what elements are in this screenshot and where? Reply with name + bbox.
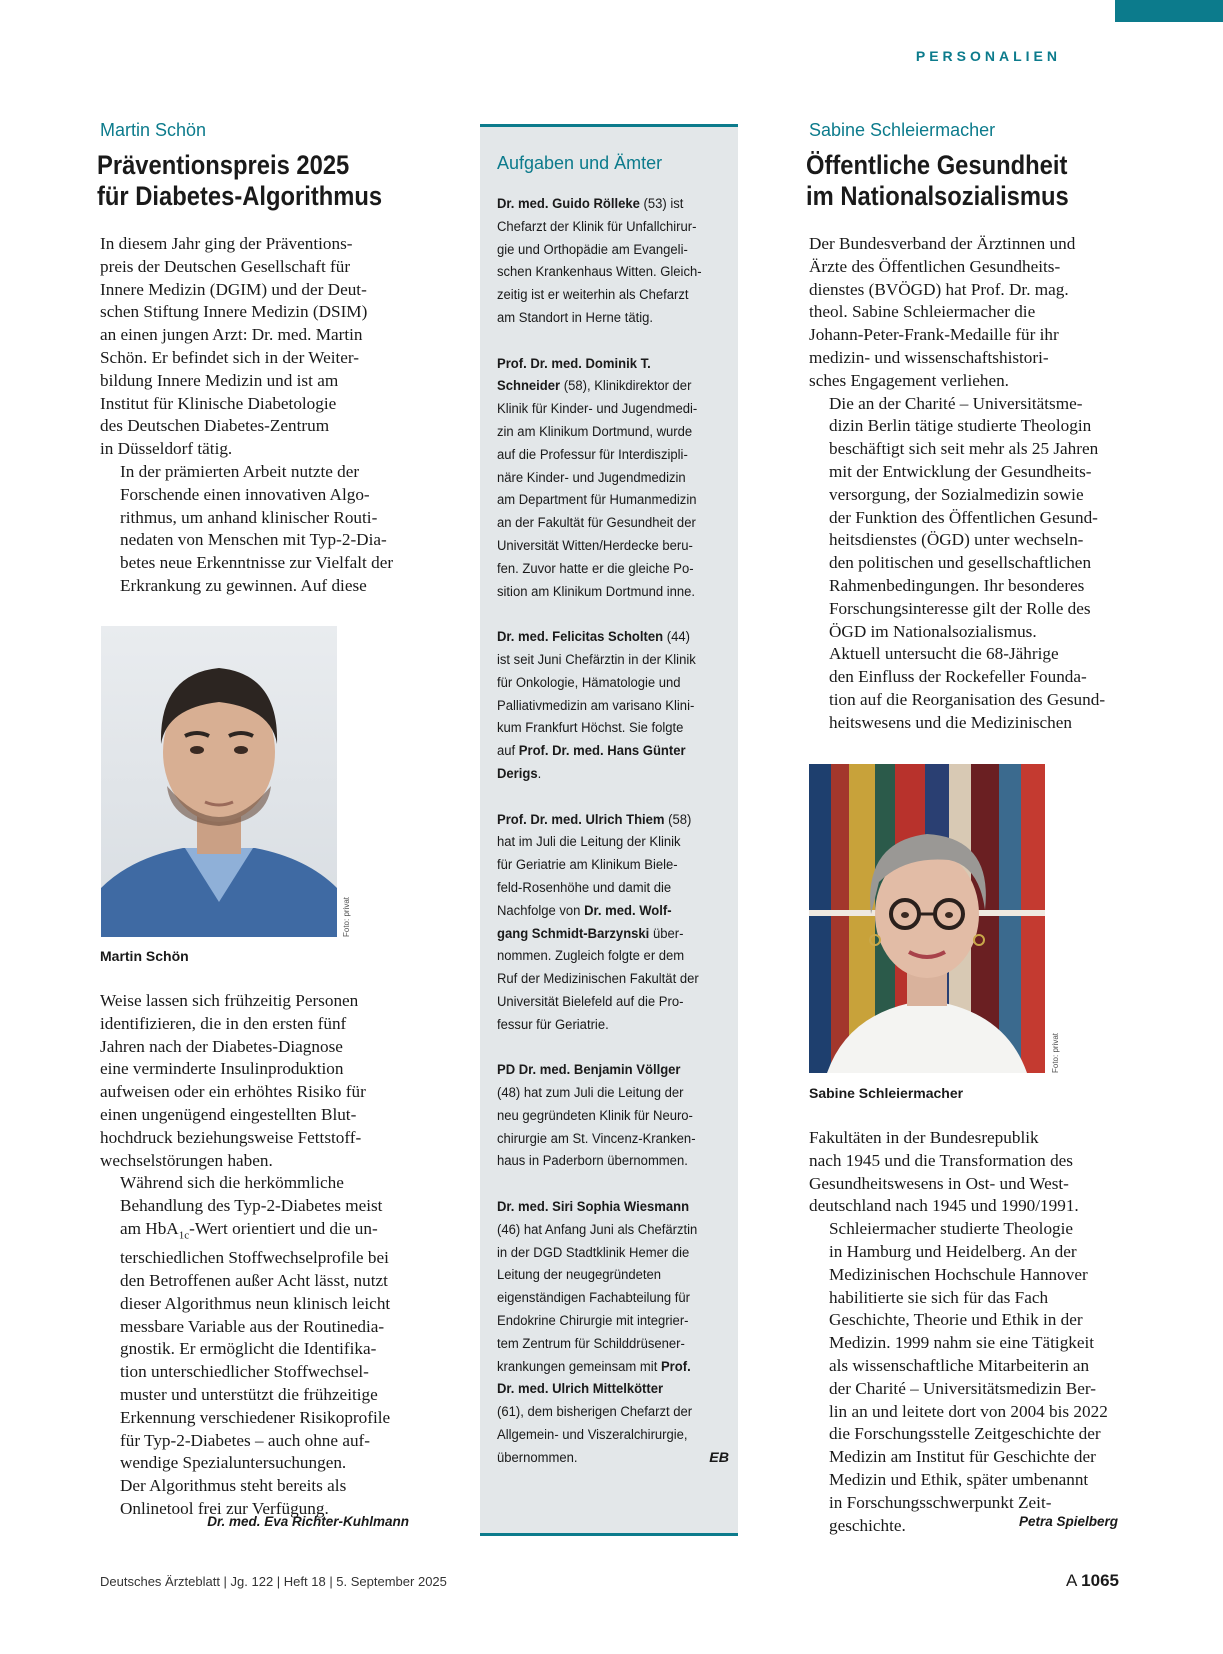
text-line: preis der Deutschen Gesellschaft für xyxy=(100,256,351,276)
appointment-text: haus in Paderborn übernommen. xyxy=(497,1153,688,1170)
appointment-text: gie und Orthopädie am Evangeli- xyxy=(497,241,688,258)
portrait-man-image xyxy=(101,626,337,937)
appointment-line xyxy=(497,261,710,284)
person-name: Prof. xyxy=(660,1358,691,1375)
text-line: Rahmenbedingungen. Ihr besonderes xyxy=(829,575,1085,595)
appointment-line xyxy=(497,558,710,581)
appointment-text: für Onkologie, Hämatologie und xyxy=(497,674,681,691)
text-line: heitsdienstes (ÖGD) unter wechseln- xyxy=(829,530,1084,550)
appointment-line xyxy=(497,649,710,672)
text-line: terschiedlichen Stoffwechselprofile bei xyxy=(120,1248,389,1268)
left-para-1 xyxy=(100,233,420,461)
appointment-line xyxy=(497,626,710,649)
appointment-line xyxy=(497,854,710,877)
appointment-text: (53) ist xyxy=(639,196,684,212)
appointments-sidebar xyxy=(480,124,738,1536)
right-headline-line: Öffentliche Gesundheit xyxy=(806,150,1068,180)
appointment-text: Palliativmedizin am varisano Klini- xyxy=(497,697,695,714)
appointment-text: Universität Bielefeld auf die Pro- xyxy=(497,993,684,1010)
person-name: Dr. med. Siri Sophia Wiesmann xyxy=(497,1199,690,1216)
text-line: dienstes (BVÖGD) hat Prof. Dr. mag. xyxy=(809,279,1069,299)
appointment-text: Leitung der neugegründeten xyxy=(497,1267,662,1284)
appointment-text: feld-Rosenhöhe und damit die xyxy=(497,879,672,896)
right-headline-line: im Nationalsozialismus xyxy=(806,181,1069,211)
appointment-line xyxy=(497,239,710,262)
appointment-line xyxy=(497,1082,710,1105)
sabine-schleiermacher-photo xyxy=(809,764,1045,1073)
appointment-line xyxy=(497,1242,710,1265)
appointment-entry xyxy=(497,626,729,786)
text-line: Medizin und Ethik, später umbenannt xyxy=(829,1469,1089,1489)
appointment-line xyxy=(497,1059,710,1082)
left-author: Dr. med. Eva Richter-Kuhlmann xyxy=(207,1514,409,1529)
appointment-line xyxy=(497,695,710,718)
appointment-line xyxy=(497,672,710,695)
portrait-woman-image xyxy=(809,764,1045,1073)
text-line: schen Stiftung Innere Medizin (DSIM) xyxy=(100,302,368,322)
text-line: Schleiermacher studierte Theologie xyxy=(829,1219,1074,1239)
text-line: tion auf die Reorganisation des Gesund- xyxy=(829,689,1106,709)
text-line: nach 1945 und die Transformation des xyxy=(809,1150,1073,1170)
appointment-line xyxy=(497,1287,710,1310)
left-para-4-line: Während sich die herkömmliche xyxy=(120,1173,344,1193)
appointment-text: (46) hat Anfang Juni als Chefärztin xyxy=(497,1221,698,1238)
left-para-2 xyxy=(100,461,420,598)
appointment-text: näre Kinder- und Jugendmedizin xyxy=(497,469,686,486)
appointment-text: Universität Witten/Herdecke beru- xyxy=(497,537,693,554)
text-line: dizin Berlin tätige studierte Theologin xyxy=(829,416,1092,436)
appointment-line xyxy=(497,1105,710,1128)
appointment-text: übernommen. xyxy=(497,1449,578,1466)
appointment-line xyxy=(497,877,710,900)
appointment-text: krankungen gemeinsam mit xyxy=(497,1358,661,1375)
appointment-text: neu gegründeten Klinik für Neuro- xyxy=(497,1107,693,1124)
text-line: als wissenschaftliche Mitarbeiterin an xyxy=(829,1355,1090,1375)
text-line: medizin- und wissenschaftshistori- xyxy=(809,347,1049,367)
appointment-text: (61), dem bisherigen Chefarzt der xyxy=(497,1404,693,1421)
appointment-line xyxy=(497,923,710,946)
person-name: Derigs xyxy=(497,765,538,782)
left-kicker: Martin Schön xyxy=(100,120,207,140)
text-line: Der Algorithmus steht bereits als xyxy=(120,1476,347,1496)
appointment-line xyxy=(497,991,710,1014)
appointment-text: hat im Juli die Leitung der Klinik xyxy=(497,834,681,851)
left-para-4-hba-line xyxy=(100,1218,420,1247)
appointment-line xyxy=(497,284,710,307)
text-line: nedaten von Menschen mit Typ-2-Dia- xyxy=(120,530,387,550)
appointment-line xyxy=(497,307,710,330)
right-photo-credit: Foto: privat xyxy=(1051,1032,1060,1073)
appointment-text: Allgemein- und Viszeralchirurgie, xyxy=(497,1427,688,1444)
appointment-line xyxy=(497,216,710,239)
hba-suffix: -Wert orientiert und die un- xyxy=(189,1218,378,1238)
text-line: der Charité – Universitätsmedizin Ber- xyxy=(829,1378,1096,1398)
appointment-line xyxy=(497,444,710,467)
section-label: PERSONALIEN xyxy=(915,48,1061,64)
text-line: Medizin am Institut für Geschichte der xyxy=(829,1447,1096,1467)
text-line: in Forschungsschwerpunkt Zeit- xyxy=(829,1492,1052,1512)
appointment-text: Ruf der Medizinischen Fakultät der xyxy=(497,971,699,988)
text-line: einen ungenügend eingestellten Blut- xyxy=(100,1104,357,1124)
hba-prefix: am HbA xyxy=(120,1218,179,1238)
text-line: aufweisen oder ein erhöhtes Risiko für xyxy=(100,1082,366,1102)
appointment-entry xyxy=(497,353,729,604)
text-line: deutschland nach 1945 und 1990/1991. xyxy=(809,1196,1079,1216)
appointment-text: ist seit Juni Chefärztin in der Klinik xyxy=(497,651,696,668)
appointment-text: zeitig ist er weiterhin als Chefarzt xyxy=(497,287,689,304)
text-line: Jahren nach der Diabetes-Diagnose xyxy=(100,1036,343,1056)
text-line: geschichte. xyxy=(829,1515,906,1535)
appointment-line xyxy=(497,740,710,763)
text-line: Onlinetool frei zur Verfügung. xyxy=(120,1498,329,1518)
right-author: Petra Spielberg xyxy=(1018,1514,1118,1529)
appointment-text: kum Frankfurt Höchst. Sie folgte xyxy=(497,720,684,737)
text-line: Institut für Klinische Diabetologie xyxy=(100,393,337,413)
text-line: in Hamburg und Heidelberg. An der xyxy=(829,1241,1077,1261)
appointment-text: schen Krankenhaus Witten. Gleich- xyxy=(497,264,702,281)
text-line: Erkennung verschiedener Risikoprofile xyxy=(120,1407,391,1427)
appointment-line xyxy=(497,1447,710,1470)
text-line: Gesundheitswesens in Ost- und West- xyxy=(809,1173,1069,1193)
person-name: Dr. med. Felicitas Scholten xyxy=(497,629,664,646)
appointment-line xyxy=(497,512,710,535)
appointment-line xyxy=(497,1014,710,1037)
text-line: bildung Innere Medizin und ist am xyxy=(100,370,339,390)
appointment-text: an der Fakultät für Gesundheit der xyxy=(497,515,696,532)
text-line: mit der Entwicklung der Gesundheits- xyxy=(829,461,1092,481)
appointment-line xyxy=(497,1401,710,1424)
text-line: Medizin. 1999 nahm sie eine Tätigkeit xyxy=(829,1333,1095,1353)
text-line: Erkrankung zu gewinnen. Auf diese xyxy=(120,575,367,595)
left-para-4-rest xyxy=(100,1247,420,1475)
appointment-line xyxy=(497,535,710,558)
right-kicker: Sabine Schleiermacher xyxy=(809,120,996,140)
appointment-text: Klinik für Kinder- und Jugendmedi- xyxy=(497,401,698,418)
text-line: für Typ-2-Diabetes – auch ohne auf- xyxy=(120,1430,370,1450)
left-para-3 xyxy=(100,990,420,1172)
appointment-text: auf die Professur für Interdiszipli- xyxy=(497,446,688,463)
text-line: die Forschungsstelle Zeitgeschichte der xyxy=(829,1424,1101,1444)
appointment-line xyxy=(497,1378,710,1401)
right-para-3 xyxy=(809,643,1129,734)
person-name: gang Schmidt-Barzynski xyxy=(497,925,650,942)
section-color-tab xyxy=(1115,0,1223,22)
text-line: Aktuell untersucht die 68-Jährige xyxy=(829,644,1059,664)
text-line: heitswesens und die Medizinischen xyxy=(829,712,1072,732)
person-name: Prof. Dr. med. Ulrich Thiem xyxy=(497,811,665,828)
appointment-text: am Department für Humanmedizin xyxy=(497,492,697,509)
appointment-line xyxy=(497,1150,710,1173)
appointment-entry xyxy=(497,193,729,330)
appointment-line xyxy=(497,945,710,968)
text-line: muster und unterstützt die frühzeitige xyxy=(120,1384,378,1404)
left-headline-line: für Diabetes-Algorithmus xyxy=(97,181,383,211)
appointment-line xyxy=(497,809,710,832)
appointment-line xyxy=(497,398,710,421)
text-line: versorgung, der Sozialmedizin sowie xyxy=(829,484,1084,504)
left-body-top xyxy=(100,233,420,598)
appointment-text: . xyxy=(537,765,542,782)
appointment-line xyxy=(497,1264,710,1287)
person-name: Prof. Dr. med. Dominik T. xyxy=(497,355,651,372)
text-line: In der prämierten Arbeit nutzte der xyxy=(120,461,360,481)
appointment-text: über- xyxy=(649,925,684,942)
right-para-2 xyxy=(809,393,1129,644)
appointment-text: eigenständigen Fachabteilung für xyxy=(497,1290,691,1307)
text-line: des Deutschen Diabetes-Zentrum xyxy=(100,416,330,436)
text-line: Medizinischen Hochschule Hannover xyxy=(829,1264,1088,1284)
text-line: Innere Medizin (DGIM) und der Deut- xyxy=(100,279,367,299)
appointment-line xyxy=(497,968,710,991)
page-prefix: A xyxy=(1066,1571,1082,1590)
right-para-4 xyxy=(809,1127,1129,1218)
text-line: theol. Sabine Schleiermacher die xyxy=(809,302,1036,322)
appointment-text: Nachfolge von xyxy=(497,902,585,919)
text-line: tion unterschiedlicher Stoffwechsel- xyxy=(120,1362,369,1382)
text-line: Forschungsinteresse gilt der Rolle des xyxy=(829,598,1091,618)
appointment-entry xyxy=(497,1196,729,1470)
sidebar-entries xyxy=(497,193,729,1492)
appointment-line xyxy=(497,717,710,740)
text-line: Forschende einen innovativen Algo- xyxy=(120,484,370,504)
right-body-top xyxy=(809,233,1129,735)
appointment-line xyxy=(497,489,710,512)
text-line: dieser Algorithmus neun klinisch leicht xyxy=(120,1293,391,1313)
appointment-line xyxy=(497,1424,710,1447)
text-line: Der Bundesverband der Ärztinnen und xyxy=(809,234,1076,253)
appointment-text: tem Zentrum für Schilddrüsener- xyxy=(497,1335,685,1352)
appointment-line xyxy=(497,353,710,376)
text-line: rithmus, um anhand klinischer Routi- xyxy=(120,507,378,527)
text-line: beschäftigt sich seit mehr als 25 Jahren xyxy=(829,439,1099,459)
person-name: Dr. med. Guido Rölleke xyxy=(497,196,640,212)
text-line: den politischen und gesellschaftlichen xyxy=(829,553,1092,573)
appointment-text: fessur für Geriatrie. xyxy=(497,1016,609,1033)
text-line: den Betroffenen außer Acht lässt, nutzt xyxy=(120,1271,388,1290)
appointment-line xyxy=(497,1128,710,1151)
text-line: In diesem Jahr ging der Präventions- xyxy=(100,234,353,253)
text-line: Johann-Peter-Frank-Medaille für ihr xyxy=(809,325,1059,345)
left-photo-credit: Foto: privat xyxy=(342,896,351,937)
appointment-text: (58) xyxy=(664,811,692,828)
appointment-entry xyxy=(497,1059,729,1173)
text-line: betes neue Erkenntnisse zur Vielfalt der xyxy=(120,553,394,573)
text-line: Weise lassen sich frühzeitig Personen xyxy=(100,991,359,1010)
footer-publication: Deutsches Ärzteblatt | Jg. 122 | Heft 18 | 5. September 2025 xyxy=(100,1574,447,1589)
person-name: Dr. med. Ulrich Mittelkötter xyxy=(497,1381,664,1398)
left-headline-line: Präventionspreis 2025 xyxy=(97,150,350,180)
text-line: eine verminderte Insulinproduktion xyxy=(100,1059,344,1079)
text-line: Schön. Er befindet sich in der Weiter- xyxy=(100,347,360,367)
appointment-line xyxy=(497,900,710,923)
text-line: ÖGD im Nationalsozialismus. xyxy=(829,621,1037,641)
text-line: in Düsseldorf tätig. xyxy=(100,439,233,459)
text-line: Fakultäten in der Bundesrepublik xyxy=(809,1128,1039,1147)
appointment-line xyxy=(497,831,710,854)
text-line: lin an und leitete dort von 2004 bis 2022 xyxy=(829,1401,1108,1421)
appointment-text: am Standort in Herne tätig. xyxy=(497,309,653,326)
left-para-4 xyxy=(100,1172,420,1475)
page-number: 1065 xyxy=(1081,1571,1119,1590)
right-para-1 xyxy=(809,233,1129,393)
text-line: habilitierte sie sich für das Fach xyxy=(829,1287,1049,1307)
appointment-text: auf xyxy=(497,743,519,760)
left-para-4-line: Behandlung des Typ-2-Diabetes meist xyxy=(120,1196,383,1216)
text-line: Ärzte des Öffentlichen Gesundheits- xyxy=(809,256,1061,276)
left-photo-caption: Martin Schön xyxy=(100,948,189,964)
appointment-line xyxy=(497,467,710,490)
appointment-text: fen. Zuvor hatte er die gleiche Po- xyxy=(497,560,694,577)
appointment-text: in der DGD Stadtklinik Hemer die xyxy=(497,1244,690,1261)
appointment-line xyxy=(497,1219,710,1242)
text-line: messbare Variable aus der Routinedia- xyxy=(120,1316,385,1336)
right-photo-caption: Sabine Schleiermacher xyxy=(809,1085,964,1101)
appointment-text: zin am Klinikum Dortmund, wurde xyxy=(497,423,693,440)
text-line: hochdruck beziehungsweise Fettstoff- xyxy=(100,1127,362,1147)
sidebar-signature: EB xyxy=(709,1449,729,1466)
person-name: Dr. med. Wolf- xyxy=(584,902,672,919)
appointment-text: sition am Klinikum Dortmund inne. xyxy=(497,583,696,600)
appointment-line xyxy=(497,1356,710,1379)
appointment-line xyxy=(497,193,710,216)
text-line: den Einfluss der Rockefeller Founda- xyxy=(829,667,1087,687)
appointment-text: Endokrine Chirurgie mit integrier- xyxy=(497,1313,689,1330)
hba-subscript: 1c xyxy=(178,1229,190,1242)
appointment-line xyxy=(497,581,710,604)
person-name: Schneider xyxy=(497,378,561,395)
appointment-text: für Geriatrie am Klinikum Biele- xyxy=(497,857,678,874)
appointment-text: nommen. Zugleich folgte er dem xyxy=(497,948,685,965)
appointment-text: Chefarzt der Klinik für Unfallchirur- xyxy=(497,218,697,235)
text-line: wechselstörungen haben. xyxy=(100,1150,273,1170)
text-line: sches Engagement verliehen. xyxy=(809,370,1009,390)
text-line: an einen jungen Arzt: Dr. med. Martin xyxy=(100,325,363,345)
appointment-text: (44) xyxy=(663,629,690,646)
appointment-line xyxy=(497,1333,710,1356)
right-para-5 xyxy=(809,1218,1129,1537)
appointment-entry xyxy=(497,809,729,1037)
footer-page-number xyxy=(1066,1571,1119,1591)
sidebar-title: Aufgaben und Ämter xyxy=(497,153,663,173)
text-line: der Funktion des Öffentlichen Gesund- xyxy=(829,507,1098,527)
left-headline xyxy=(97,150,382,212)
appointment-line xyxy=(497,421,710,444)
text-line: gnostik. Er ermöglicht die Identifika- xyxy=(120,1339,377,1359)
appointment-line xyxy=(497,375,710,398)
appointment-text: chirurgie am St. Vincenz-Kranken- xyxy=(497,1130,696,1147)
person-name: Prof. Dr. med. Hans Günter xyxy=(518,743,686,760)
appointment-text: (58), Klinikdirektor der xyxy=(560,378,692,395)
martin-schoen-photo xyxy=(101,626,337,937)
appointment-line xyxy=(497,1196,710,1219)
person-name: PD Dr. med. Benjamin Völlger xyxy=(497,1062,681,1079)
left-body-bottom xyxy=(100,990,420,1521)
text-line: Die an der Charité – Universitätsme- xyxy=(829,393,1083,413)
text-line: identifizieren, die in den ersten fünf xyxy=(100,1013,347,1033)
appointment-text: (48) hat zum Juli die Leitung der xyxy=(497,1085,684,1102)
text-line: Geschichte, Theorie und Ethik in der xyxy=(829,1310,1083,1330)
appointment-line xyxy=(497,763,710,786)
right-body-bottom xyxy=(809,1127,1129,1537)
appointment-line xyxy=(497,1310,710,1333)
right-headline xyxy=(806,150,1069,212)
text-line: wendige Spezialuntersuchungen. xyxy=(120,1453,347,1473)
